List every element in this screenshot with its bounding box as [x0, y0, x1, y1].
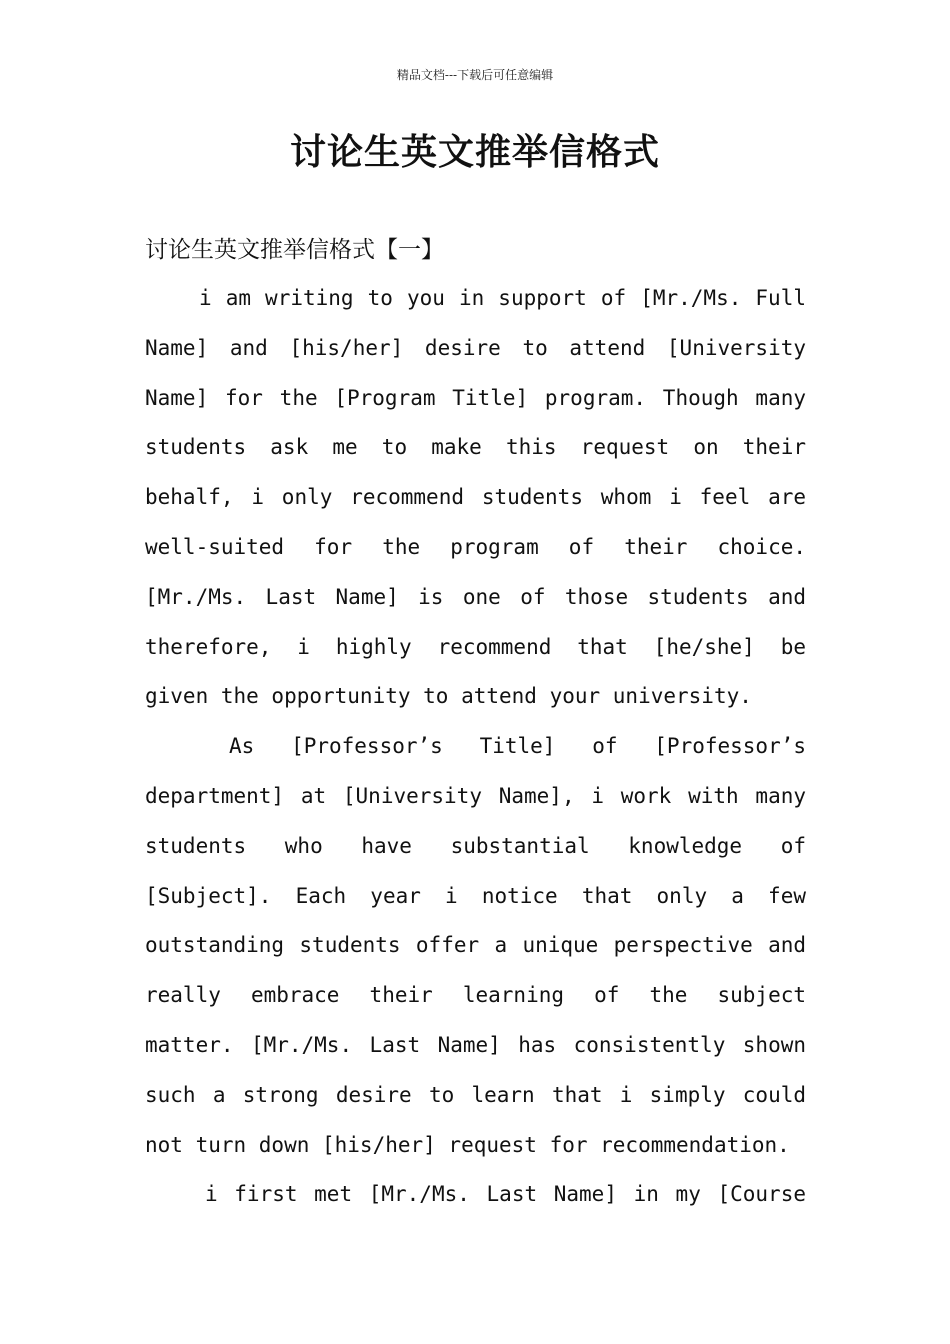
- text-line: As [Professor’s Title] of [Professor’s: [229, 734, 806, 759]
- text-line: students who have substantial knowledge of: [145, 833, 806, 858]
- section-heading: 讨论生英文推举信格式【一】: [145, 237, 444, 263]
- text-line: i first met [Mr./Ms. Last Name] in my [Course: [205, 1182, 806, 1207]
- text-line: matter. [Mr./Ms. Last Name] has consistently shown: [145, 1032, 806, 1057]
- text-line: really embrace their learning of the subject: [145, 983, 806, 1008]
- text-line: not turn down [his/her] request for recommendation.: [145, 1132, 790, 1157]
- text-line: i am writing to you in support of [Mr./Ms. Full: [199, 286, 806, 310]
- text-line: students ask me to make this request on their: [145, 435, 806, 460]
- letter-body: [145, 274, 806, 1220]
- header-note: 精品文档---下载后可任意编辑: [396, 68, 554, 82]
- text-line: department] at [University Name], i work with many: [145, 783, 806, 808]
- text-line: [Mr./Ms. Last Name] is one of those students and: [145, 584, 806, 609]
- text-line: such a strong desire to learn that i simply could: [145, 1082, 806, 1107]
- text-line: Name] for the [Program Title] program. Though many: [145, 385, 806, 410]
- document-title: 讨论生英文推举信格式: [289, 132, 660, 173]
- text-line: behalf, i only recommend students whom i feel are: [145, 485, 806, 510]
- text-line: [Subject]. Each year i notice that only a few: [145, 883, 806, 908]
- text-line: given the opportunity to attend your university.: [145, 684, 752, 709]
- text-line: Name] and [his/her] desire to attend [University: [145, 335, 806, 360]
- text-line: outstanding students offer a unique perspective and: [145, 933, 806, 958]
- text-line: well-suited for the program of their choice.: [145, 534, 806, 559]
- text-line: therefore, i highly recommend that [he/she] be: [145, 634, 806, 659]
